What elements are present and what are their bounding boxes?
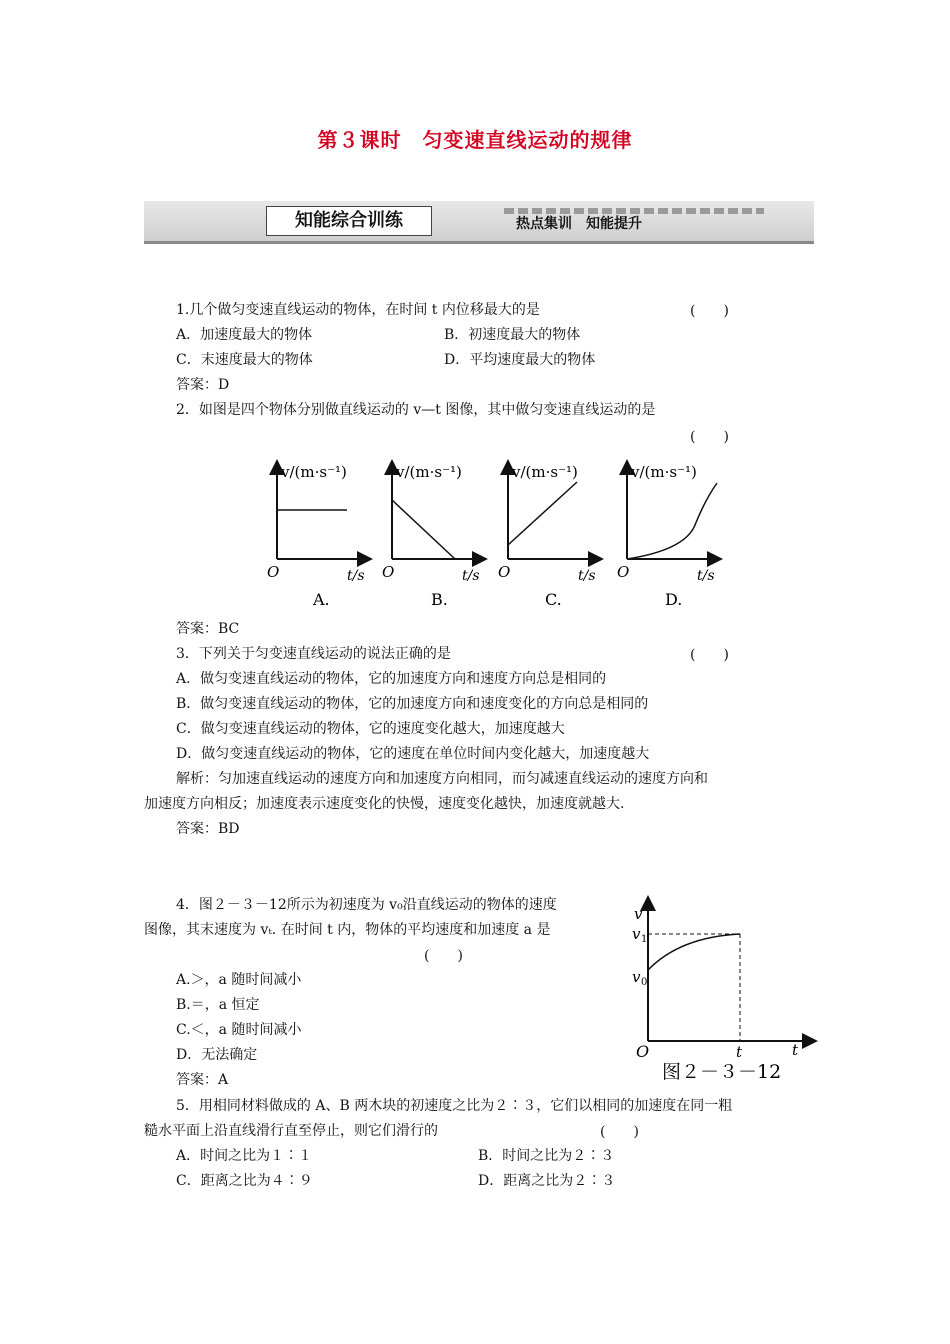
- q4-fig-v1-sub: 1: [641, 934, 648, 945]
- q4-paren: ( ): [424, 948, 463, 964]
- q1-option-d: D．平均速度最大的物体: [444, 352, 596, 368]
- graph-c-y-label: v/(m·s⁻¹): [512, 463, 578, 481]
- q4-fig-v1-label: v: [632, 925, 641, 943]
- q3-paren: ( ): [690, 647, 729, 663]
- banner-subtitle: 热点集训 知能提升: [516, 216, 642, 232]
- q1-stem: 1.几个做匀变速直线运动的物体，在时间 t 内位移最大的是: [176, 302, 540, 318]
- graph-b-y-label: v/(m·s⁻¹): [396, 463, 462, 481]
- q4-fig-t-mark: t: [736, 1043, 743, 1061]
- q5-paren: ( ): [600, 1124, 639, 1140]
- q4-option-a: A.＞，a 随时间减小: [176, 972, 302, 988]
- q5-option-d: D．距离之比为２∶３: [478, 1173, 616, 1189]
- q3-answer: 答案：BD: [176, 821, 240, 837]
- graph-b-label: B.: [431, 590, 448, 609]
- graph-a-label: A.: [313, 590, 330, 609]
- q4-option-c: C.＜，a 随时间减小: [176, 1022, 302, 1038]
- graph-d-origin: O: [617, 563, 630, 581]
- q1-option-a: A．加速度最大的物体: [176, 327, 313, 343]
- q4-figure: [620, 895, 820, 1085]
- q3-stem: 3．下列关于匀变速直线运动的说法正确的是: [176, 646, 451, 662]
- q4-fig-origin: O: [636, 1042, 650, 1061]
- graph-c: [498, 463, 596, 609]
- graph-b-origin: O: [382, 563, 395, 581]
- q4-fig-caption: 图２－３－12: [662, 1061, 782, 1083]
- q4-answer: 答案：A: [176, 1072, 229, 1088]
- q2-graphs: [255, 455, 735, 615]
- q3-option-c: C．做匀变速直线运动的物体，它的速度变化越大，加速度越大: [176, 721, 565, 737]
- q3-option-a: A．做匀变速直线运动的物体，它的加速度方向和速度方向总是相同的: [176, 671, 607, 687]
- q4-stem-line1: 4．图２－３－12所示为初速度为 v₀沿直线运动的物体的速度: [176, 897, 557, 913]
- graph-c-x-label: t/s: [578, 568, 596, 584]
- q4-option-b: B.＝，a 恒定: [176, 997, 260, 1013]
- q5-stem-line1: 5．用相同材料做成的 A、B 两木块的初速度之比为２∶３，它们以相同的加速度在同一粗: [176, 1098, 733, 1114]
- graph-d-x-label: t/s: [697, 568, 715, 584]
- q5-stem-line2: 糙水平面上沿直线滑行直至停止，则它们滑行的: [144, 1123, 438, 1139]
- graph-d: [617, 463, 717, 609]
- q3-analysis-line1: 解析：匀加速直线运动的速度方向和加速度方向相同，而匀减速直线运动的速度方向和: [176, 771, 708, 787]
- q3-analysis-line2: 加速度方向相反；加速度表示速度变化的快慢，速度变化越快，加速度就越大.: [144, 796, 625, 812]
- q3-option-d: D．做匀变速直线运动的物体，它的速度在单位时间内变化越大，加速度越大: [176, 746, 650, 762]
- section-banner: [144, 201, 814, 244]
- q2-answer: 答案：BC: [176, 621, 240, 637]
- graph-d-label: D.: [665, 590, 683, 609]
- q4-option-d: D．无法确定: [176, 1047, 258, 1063]
- q4-fig-t-axis: t: [792, 1041, 799, 1059]
- graph-c-label: C.: [545, 590, 562, 609]
- graph-b: [382, 463, 480, 609]
- q4-fig-v0-sub: 0: [641, 977, 648, 988]
- q4-fig-v-axis: v: [634, 905, 643, 923]
- q5-option-c: C．距离之比为４∶９: [176, 1173, 313, 1189]
- graph-a-origin: O: [267, 563, 280, 581]
- q2-stem: 2．如图是四个物体分别做直线运动的 v—t 图像，其中做匀变速直线运动的是: [176, 402, 656, 418]
- q2-paren: ( ): [690, 429, 729, 445]
- graph-a: [267, 463, 365, 609]
- q1-answer: 答案：D: [176, 377, 230, 393]
- graph-d-y-label: v/(m·s⁻¹): [631, 463, 697, 481]
- banner-title: 知能综合训练: [266, 206, 432, 236]
- graph-c-origin: O: [498, 563, 511, 581]
- q5-option-b: B．时间之比为２∶３: [478, 1148, 615, 1164]
- page-title: 第３课时 匀变速直线运动的规律: [317, 128, 633, 152]
- graph-b-x-label: t/s: [462, 568, 480, 584]
- q1-option-b: B．初速度最大的物体: [444, 327, 581, 343]
- q4-fig-v0-label: v: [632, 968, 641, 986]
- q3-option-b: B．做匀变速直线运动的物体，它的加速度方向和速度变化的方向总是相同的: [176, 696, 649, 712]
- graph-a-x-label: t/s: [347, 568, 365, 584]
- q1-option-c: C．末速度最大的物体: [176, 352, 313, 368]
- q4-stem-line2: 图像，其末速度为 vₜ. 在时间 t 内，物体的平均速度和加速度 a 是: [144, 922, 551, 938]
- q1-paren: ( ): [690, 303, 729, 319]
- q5-option-a: A．时间之比为１∶１: [176, 1148, 313, 1164]
- graph-a-y-label: v/(m·s⁻¹): [281, 463, 347, 481]
